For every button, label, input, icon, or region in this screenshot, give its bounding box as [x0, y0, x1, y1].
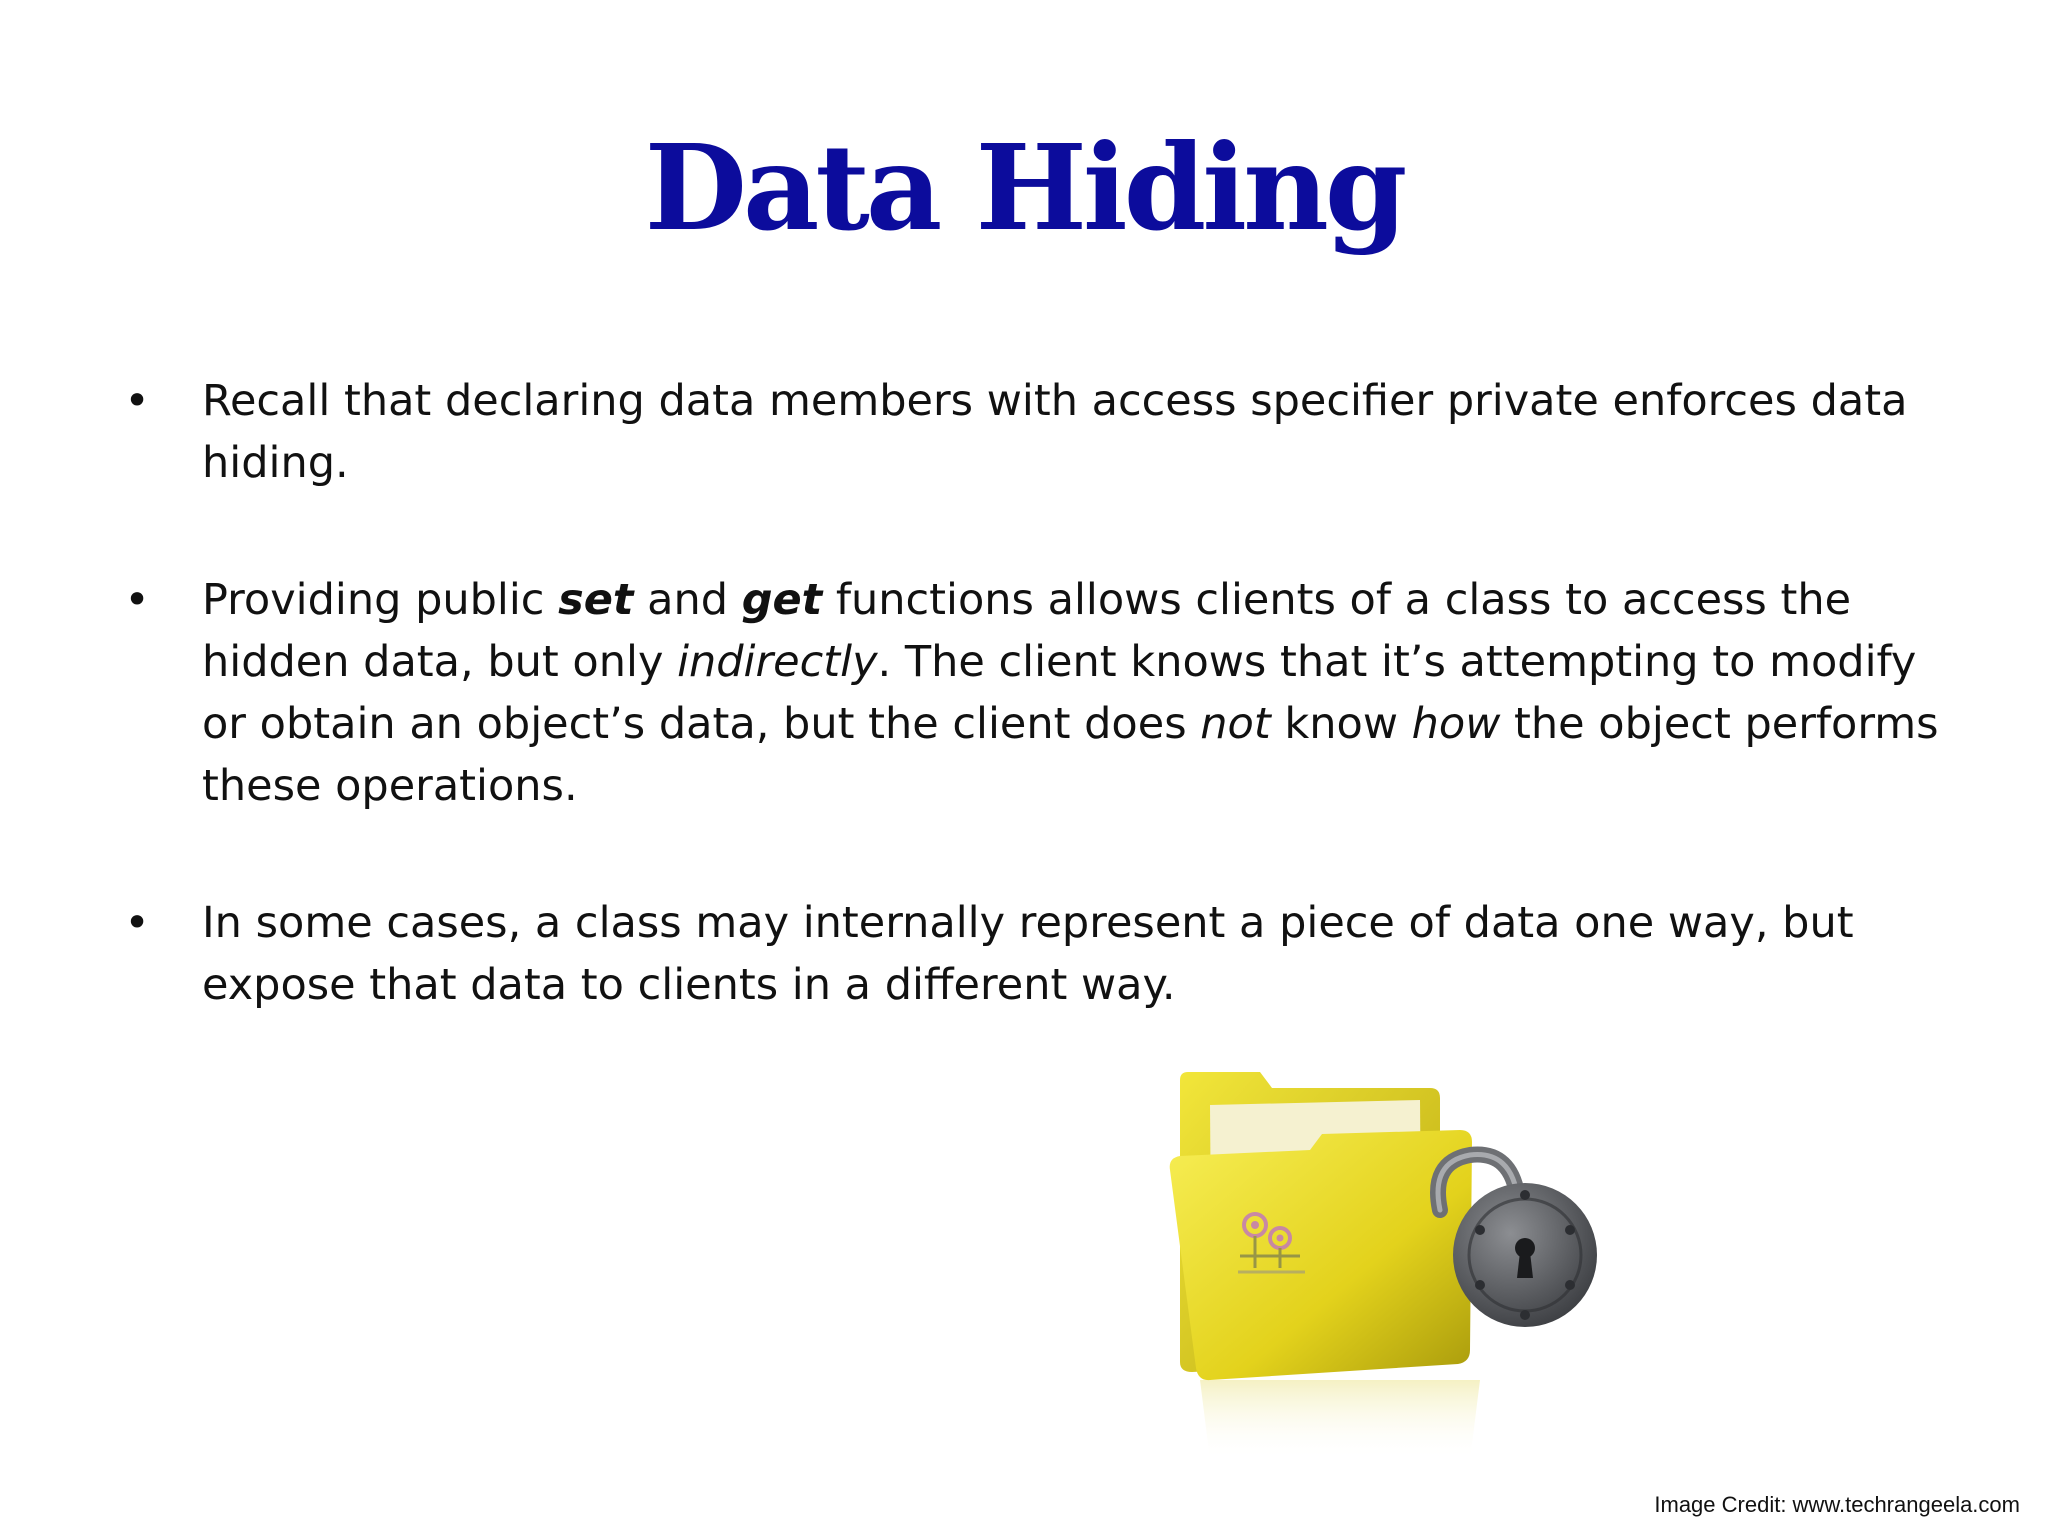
- bullet-text-run: set: [558, 575, 634, 625]
- bullet-text-run: and: [633, 575, 742, 625]
- folder-reflection: [1200, 1380, 1480, 1460]
- bullet-text-run: Providing public: [202, 575, 559, 625]
- bullet-text-run: get: [741, 575, 823, 625]
- slide-title: Data Hiding: [644, 118, 1404, 257]
- bullet-item: [122, 569, 1952, 817]
- folder-front: [1170, 1130, 1472, 1380]
- bullet-text-run: know: [1270, 699, 1412, 749]
- bullet-text: [202, 898, 1854, 1010]
- bullet-text-run: not: [1200, 699, 1271, 749]
- bullet-text-run: Recall that declaring data members with access specifier private enforces data hiding.: [202, 376, 1908, 488]
- bullet-marker: •: [124, 376, 150, 426]
- image-credit: Image Credit: www.techrangeela.com: [1654, 1492, 2020, 1517]
- bullet-text-run: how: [1411, 699, 1501, 749]
- bullet-text-run: functions allows clients of a class to access the hidden data, but only: [202, 575, 1852, 687]
- bullet-text-run: In some cases, a class may internally represent a piece of data one way, but expose that data to clients in a different way.: [202, 898, 1854, 1010]
- locked-folder-icon: [1140, 1050, 1660, 1470]
- bullet-text: [202, 575, 1939, 811]
- bullet-text-run: . The client knows that it’s attempting to modify or obtain an object’s data, but the client does: [202, 637, 1917, 749]
- bullet-marker: •: [124, 575, 150, 625]
- bullet-marker: •: [124, 898, 150, 948]
- bullet-text-run: the object performs these operations.: [202, 699, 1939, 811]
- bullet-text-run: indirectly: [677, 637, 878, 687]
- padlock-icon: [1453, 1183, 1597, 1327]
- bullet-item: [122, 370, 1952, 494]
- bullet-text: [202, 376, 1907, 488]
- bullet-list: [122, 370, 1952, 1016]
- bullet-item: [122, 892, 1952, 1016]
